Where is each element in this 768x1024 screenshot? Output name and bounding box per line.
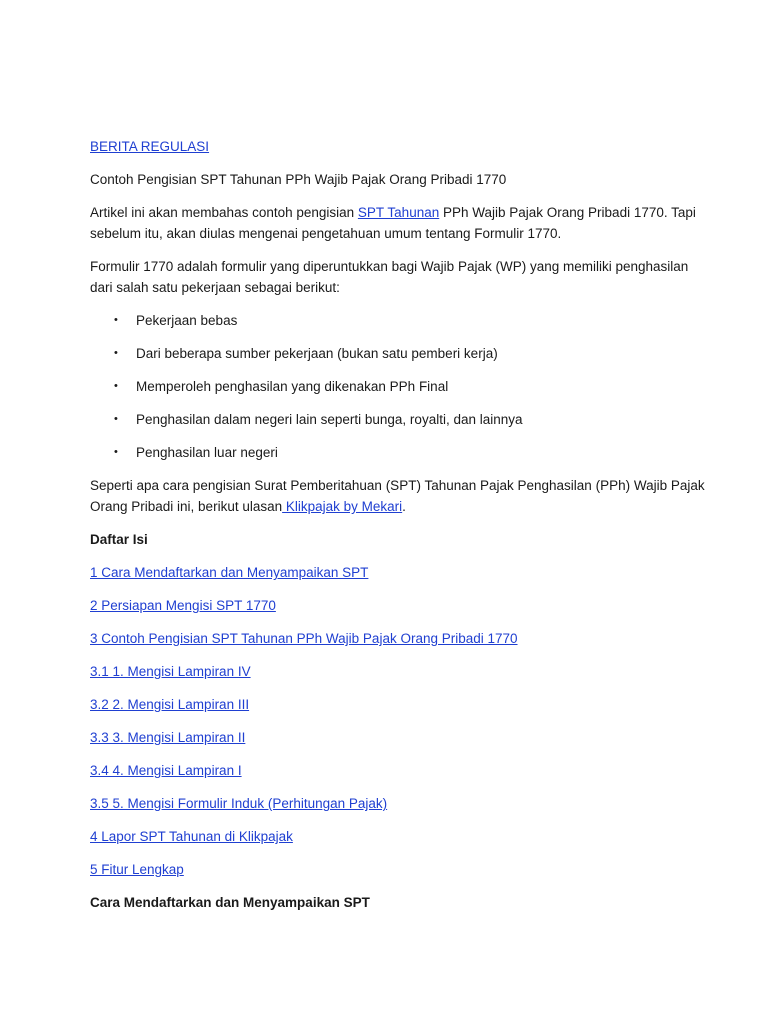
intro-text-after: PPh Wajib Pajak Orang Pribadi 1770. Tapi sebelum itu, akan diulas mengenai pengetahuan umum tentang Formulir 1770.	[90, 205, 696, 241]
definition-paragraph: Formulir 1770 adalah formulir yang diperuntukkan bagi Wajib Pajak (WP) yang memiliki penghasilan dari salah satu pekerjaan sebagai berikut:	[90, 259, 689, 295]
spt-tahunan-link[interactable]: SPT Tahunan	[357, 205, 440, 220]
category-paragraph	[90, 136, 710, 157]
toc-item	[90, 595, 710, 616]
closing-paragraph	[90, 475, 710, 517]
list-item-text: Dari beberapa sumber pekerjaan (bukan satu pemberi kerja)	[136, 346, 498, 361]
list-item	[90, 409, 710, 430]
bullet-icon: •	[114, 446, 118, 458]
toc-item	[90, 859, 710, 880]
toc-link-3-3[interactable]: 3.3 3. Mengisi Lampiran II	[90, 730, 246, 745]
bullet-icon: •	[114, 380, 118, 392]
toc-item	[90, 727, 710, 748]
bullet-icon: •	[114, 347, 118, 359]
list-item-text: Memperoleh penghasilan yang dikenakan PPh Final	[136, 379, 449, 394]
toc-item	[90, 694, 710, 715]
list-item	[90, 442, 710, 463]
toc-link-3-4[interactable]: 3.4 4. Mengisi Lampiran I	[90, 763, 242, 778]
list-item	[90, 343, 710, 364]
intro-paragraph	[90, 202, 710, 244]
toc-item	[90, 562, 710, 583]
article-title: Contoh Pengisian SPT Tahunan PPh Wajib Pajak Orang Pribadi 1770	[90, 172, 507, 187]
bullet-icon: •	[114, 314, 118, 326]
list-item-text: Penghasilan dalam negeri lain seperti bunga, royalti, dan lainnya	[136, 412, 523, 427]
toc-heading: Daftar Isi	[90, 532, 148, 547]
closing-text-after: .	[402, 499, 406, 514]
toc-item	[90, 793, 710, 814]
list-item-text: Penghasilan luar negeri	[136, 445, 278, 460]
toc-link-1[interactable]: 1 Cara Mendaftarkan dan Menyampaikan SPT	[90, 565, 369, 580]
klikpajak-link[interactable]: Klikpajak by Mekari	[282, 499, 403, 514]
toc-link-2[interactable]: 2 Persiapan Mengisi SPT 1770	[90, 598, 276, 613]
bullet-icon: •	[114, 413, 118, 425]
toc-item	[90, 760, 710, 781]
list-item-text: Pekerjaan bebas	[136, 313, 238, 328]
list-item	[90, 310, 710, 331]
bullet-list	[90, 310, 710, 463]
document-page	[90, 136, 710, 925]
closing-text-before: Seperti apa cara pengisian Surat Pemberitahuan (SPT) Tahunan Pajak Penghasilan (PPh) Wajib Pajak Orang Pribadi ini, berikut ulasan	[90, 478, 705, 514]
category-link[interactable]: BERITA REGULASI	[90, 139, 210, 154]
toc-item	[90, 628, 710, 649]
toc-link-3-1[interactable]: 3.1 1. Mengisi Lampiran IV	[90, 664, 251, 679]
toc-link-5[interactable]: 5 Fitur Lengkap	[90, 862, 184, 877]
toc-item	[90, 826, 710, 847]
toc-link-3-2[interactable]: 3.2 2. Mengisi Lampiran III	[90, 697, 250, 712]
intro-text-before: Artikel ini akan membahas contoh pengisian	[90, 205, 358, 220]
table-of-contents	[90, 562, 710, 880]
list-item	[90, 376, 710, 397]
toc-item	[90, 661, 710, 682]
toc-link-3-5[interactable]: 3.5 5. Mengisi Formulir Induk (Perhitungan Pajak)	[90, 796, 388, 811]
toc-link-3[interactable]: 3 Contoh Pengisian SPT Tahunan PPh Wajib Pajak Orang Pribadi 1770	[90, 631, 518, 646]
section-heading: Cara Mendaftarkan dan Menyampaikan SPT	[90, 895, 370, 910]
toc-link-4[interactable]: 4 Lapor SPT Tahunan di Klikpajak	[90, 829, 293, 844]
